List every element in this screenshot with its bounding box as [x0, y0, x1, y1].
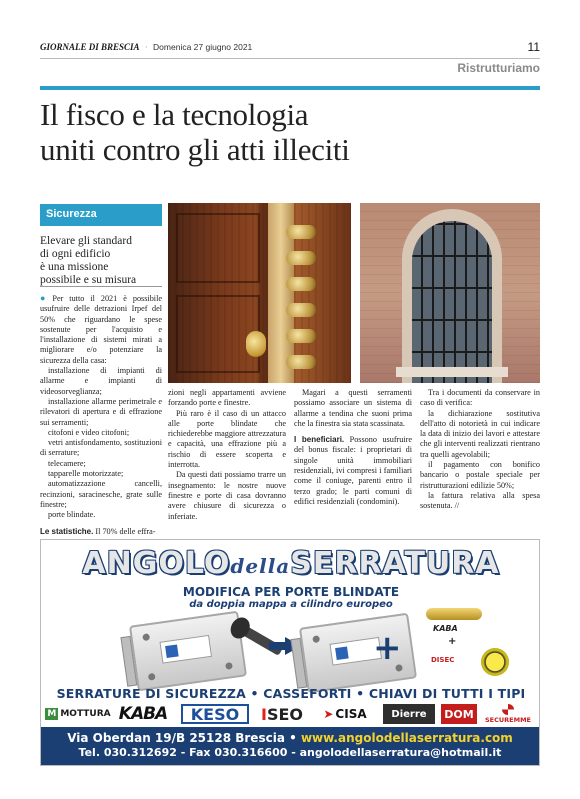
list-item: citofoni e video citofoni; — [48, 427, 130, 437]
headline-line-2: uniti contro gli atti illeciti — [40, 132, 350, 167]
subhead-line: Elevare gli standard — [40, 235, 132, 247]
lock-bolt — [286, 277, 316, 291]
paragraph: zioni negli appartamenti avviene forzando porte e finestre. — [168, 388, 286, 408]
subhead-line: possibile e su misura — [40, 274, 137, 286]
section-rule — [40, 86, 540, 90]
key-icon — [239, 624, 284, 656]
paragraph: il pagamento con bonifico bancario o postale speciale per ristrutturazioni edilizie 50%; — [420, 460, 540, 490]
window-grate — [412, 221, 492, 383]
lock-bolt — [286, 225, 316, 239]
paragraph: Più raro è il caso di un attacco alle porte blindate che richiederebbe maggiore attrezzatura e capacità, una effrazione più a rischio di essere scoperta e interrotta. — [168, 408, 286, 470]
cylinder-lock-icon — [246, 331, 266, 357]
door-panel — [176, 213, 260, 283]
list-item: installazione allarme perimetrale e rilevatori di apertura e di effrazione sui serramenti; — [40, 396, 162, 427]
paragraph: Magari a questi serramenti possiamo associare un sistema di allarme a tendina che suoni prima che la finestra sia stata scassinata. — [294, 388, 412, 428]
lock-plate — [120, 636, 137, 687]
disec-logo: DISEC — [431, 656, 455, 664]
issue-date: Domenica 27 giugno 2021 — [153, 42, 253, 52]
lock-hole — [142, 633, 150, 641]
european-cylinder-image — [426, 608, 482, 620]
plus-small-icon: + — [448, 636, 457, 647]
securemme-logo: SECUREMME — [483, 704, 533, 724]
list-item: automatizzazione cancelli, recinzioni, saracinesche, grate sulle finestre; — [40, 479, 162, 509]
lock-hole — [225, 662, 233, 670]
ad-website-link[interactable]: www.angolodellaserratura.com — [300, 731, 513, 745]
article-column-4 — [420, 388, 540, 512]
old-lock-image — [129, 611, 247, 692]
page-header — [40, 42, 540, 58]
ad-address-line: Via Oberdan 19/B 25128 Brescia • www.angolodellaserratura.com — [67, 731, 513, 745]
window-grate-photo — [360, 203, 540, 383]
iseo-mark-icon: I — [260, 704, 267, 724]
lock-label — [159, 635, 212, 664]
lock-bolt — [286, 329, 316, 343]
beneficiaries-paragraph: I beneficiari. Possono usufruire del bonus fiscale: i proprietari di singole unità immobiliari residenziali, ivi compresi i familiari come il coniuge, parenti entro il terzo grado; le parti comuni di edifici residenziali (condomini). — [294, 435, 412, 506]
paragraph: Da questi dati possiamo trarre un insegnamento: le nostre nuove finestre e porte di casa dovranno avere chiusure di sicurezza o inferiate. — [168, 470, 286, 521]
lock-plate — [290, 638, 307, 689]
lock-bolt — [286, 303, 316, 317]
paragraph: la fattura relativa alla spesa sostenuta. // — [420, 490, 540, 511]
headline — [40, 97, 540, 167]
list-item: installazione di impianti di allarme e impianti di videosorveglianza; — [40, 366, 162, 396]
list-item: tapparelle motorizzate; — [48, 469, 124, 479]
subhead-line: di ogni edificio — [40, 248, 111, 260]
cisa-logo: ➤ CISA — [323, 707, 367, 721]
securemme-mark-icon — [502, 704, 514, 715]
headline-line-1: Il fisco e la tecnologia — [40, 97, 309, 132]
list-item: vetri antisfondamento, sostituzioni di serrature; — [40, 438, 162, 458]
ad-subtitle: MODIFICA PER PORTE BLINDATE — [182, 585, 400, 599]
cisa-arrow-icon: ➤ — [323, 707, 334, 721]
list-item: porte blindate. — [48, 510, 96, 520]
advertisement[interactable] — [40, 539, 540, 766]
kaba-logo: KABA — [118, 704, 168, 724]
lock-hole — [148, 673, 156, 681]
paragraph: Tra i documenti da conservare in caso di verifica: — [420, 388, 540, 408]
kaba-small-logo: KABA — [433, 624, 458, 633]
article-column-1 — [40, 293, 162, 537]
dom-logo: DOM — [441, 704, 477, 724]
subhead-line: è una missione — [40, 261, 109, 273]
page-number: 11 — [527, 40, 540, 54]
lock-bolt — [286, 251, 316, 265]
armored-door-photo — [168, 203, 351, 383]
lock-hole — [312, 635, 320, 643]
list-item: telecamere; — [48, 458, 86, 468]
article-column-2 — [168, 388, 286, 522]
ad-subtitle-secondary: da doppia mappa a cilindro europeo — [189, 599, 393, 610]
plus-icon: + — [373, 628, 402, 668]
mottura-logo: M MOTTURA — [47, 709, 111, 719]
lock-bolt — [286, 355, 316, 369]
ad-contacts: Tel. 030.312692 - Fax 030.316600 - angolodellaserratura@hotmail.it — [78, 746, 502, 759]
ad-footer — [41, 727, 539, 765]
section-name: Ristrutturiamo — [457, 61, 540, 75]
mottura-mark-icon: M — [47, 709, 57, 719]
brand-logos — [49, 704, 533, 726]
paragraph: la dichiarazione sostitutiva dell'atto di notorietà in cui indicare la data di inizio dei lavori e attestare che gli interventi realizzati rientrano tra quelli agevolabili; — [420, 408, 540, 459]
dierre-logo: Dierre — [383, 704, 435, 724]
stat-label: Le statistiche. — [40, 526, 94, 536]
disec-guard-image — [481, 648, 509, 676]
subhead-rule — [40, 286, 162, 287]
subhead — [40, 235, 162, 287]
window-sill — [396, 367, 508, 377]
ad-title-della: della — [230, 554, 291, 578]
article-column-3 — [294, 388, 412, 507]
stat-paragraph: Le statistiche. Il 70% delle effra- — [40, 526, 156, 536]
bullet-icon: ● — [40, 293, 50, 303]
ad-title: ANGOLOdellaSERRATURA — [82, 546, 500, 581]
keso-logo: KESO — [181, 704, 249, 724]
ad-tagline: SERRATURE DI SICUREZZA • CASSEFORTI • CHIAVI DI TUTTI I TIPI — [56, 686, 526, 701]
rubric-label: Sicurezza — [40, 204, 162, 226]
header-separator: · — [144, 42, 148, 52]
lead-paragraph: ● Per tutto il 2021 è possibile usufruire delle detrazioni Irpef del 50% che riguardano le spese sostenute per l'acquisto e l'installazione di sistemi mirati a migliorare e/o potenziare la sicurezza della casa: — [40, 293, 162, 365]
masthead: GIORNALE DI BRESCIA — [40, 42, 140, 52]
beneficiaries-label: I beneficiari. — [294, 435, 345, 445]
iseo-logo: I SEO — [260, 704, 303, 724]
header-rule — [40, 58, 540, 59]
